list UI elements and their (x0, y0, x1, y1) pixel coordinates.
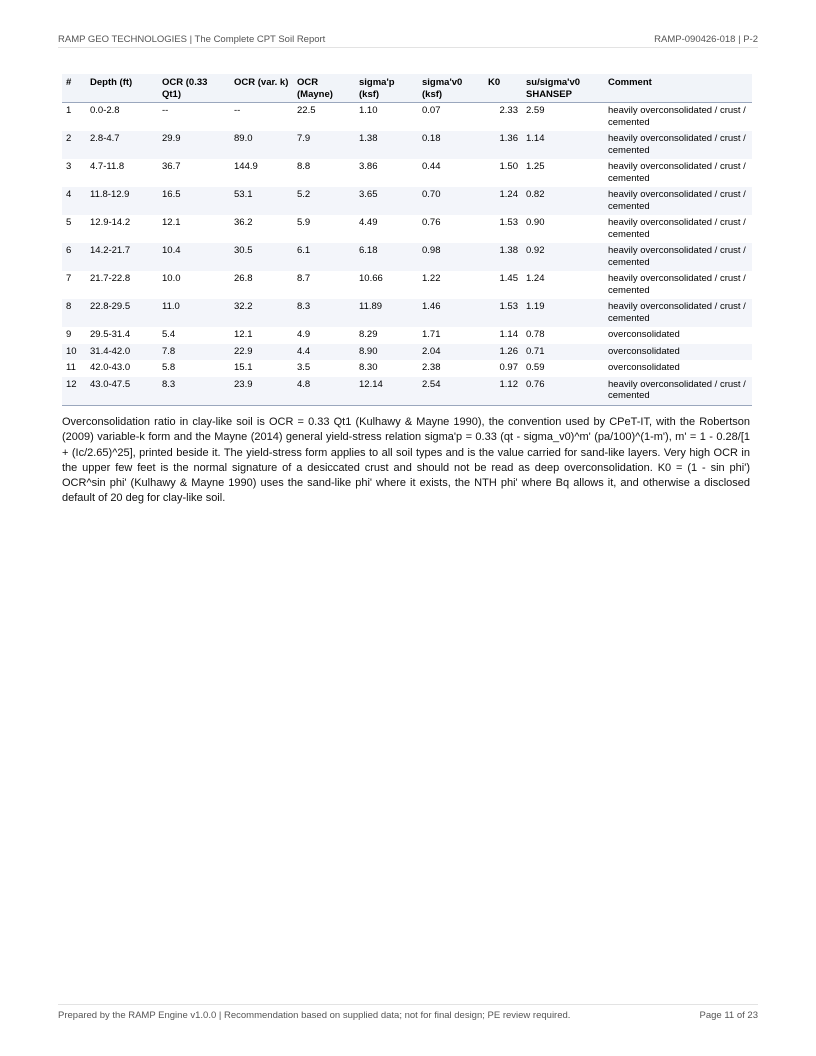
table-cell: 1.26 (484, 344, 522, 361)
table-cell: 6.1 (293, 243, 355, 271)
table-cell: 4 (62, 187, 86, 215)
table-cell: 36.7 (162, 161, 181, 172)
column-header: Comment (604, 74, 752, 103)
table-cell: 8.8 (297, 161, 311, 172)
table-cell: 11.0 (158, 299, 230, 327)
page-header (58, 34, 758, 48)
table-row (62, 187, 752, 215)
table-cell: 0.71 (522, 344, 604, 361)
table-cell: 0.97 (499, 362, 518, 373)
table-cell: 1.19 (522, 299, 604, 327)
table-cell: 8.29 (359, 329, 378, 340)
table-cell: 3.86 (359, 161, 378, 172)
table-cell: 5.8 (162, 362, 176, 373)
table-cell: heavily overconsolidated / crust / cemented (604, 243, 752, 271)
table-cell: 2.8-4.7 (86, 131, 158, 159)
ocr-results-table (62, 74, 752, 406)
table-cell: 11.89 (355, 299, 418, 327)
table-cell: 5.4 (162, 329, 176, 340)
column-header: OCR (var. k) (230, 74, 293, 103)
table-cell: 8 (62, 299, 86, 327)
table-cell: 22.5 (297, 105, 316, 116)
header-report-id: RAMP-090426-018 | P-2 (654, 34, 758, 45)
table-cell: 15.1 (234, 362, 253, 373)
table-cell: 22.8-29.5 (86, 299, 158, 327)
table-cell: overconsolidated (608, 362, 680, 373)
table-cell: 1.22 (422, 273, 441, 284)
column-header: OCR (0.33 Qt1) (158, 74, 230, 103)
table-row (62, 159, 752, 187)
table-row (62, 131, 752, 159)
table-cell: 1.12 (484, 377, 522, 406)
table-cell: 1.36 (484, 131, 522, 159)
table-cell: heavily overconsolidated / crust / cemented (604, 377, 752, 406)
table-cell: 7.8 (158, 344, 230, 361)
table-cell: 0.92 (522, 243, 604, 271)
table-cell: 10 (62, 344, 86, 361)
table-cell: 26.8 (234, 273, 253, 284)
table-cell: 8.30 (359, 362, 378, 373)
column-header: K0 (484, 74, 522, 103)
table-cell: 30.5 (230, 243, 293, 271)
table-cell: heavily overconsolidated / crust / cemented (608, 273, 746, 296)
table-cell: 1.14 (499, 329, 518, 340)
table-cell: 29.9 (158, 131, 230, 159)
table-cell: 2.04 (418, 344, 484, 361)
table-row (62, 344, 752, 361)
table-header-row (62, 74, 752, 103)
table-cell: 22.9 (230, 344, 293, 361)
table-cell: 5 (66, 217, 72, 228)
table-cell: 0.0-2.8 (90, 105, 120, 116)
table-cell: 1.24 (484, 187, 522, 215)
table-cell: 43.0-47.5 (86, 377, 158, 406)
table-cell: 1.38 (484, 243, 522, 271)
table-cell: 9 (66, 329, 72, 340)
page-footer (58, 1004, 758, 1021)
table-cell: 16.5 (158, 187, 230, 215)
table-cell: 0.44 (422, 161, 441, 172)
table-cell: 8.3 (293, 299, 355, 327)
table-cell: 8.3 (158, 377, 230, 406)
table-cell: 12.1 (234, 329, 253, 340)
table-cell: 11 (66, 362, 76, 373)
table-cell: 2 (62, 131, 86, 159)
table-cell: 2.33 (499, 105, 518, 116)
table-cell: overconsolidated (604, 344, 752, 361)
header-company-title: RAMP GEO TECHNOLOGIES | The Complete CPT Soil Report (58, 34, 326, 45)
table-cell: 144.9 (234, 161, 258, 172)
table-cell: 0.18 (418, 131, 484, 159)
table-cell: 4.4 (293, 344, 355, 361)
table-cell: 1.25 (526, 161, 545, 172)
column-header: OCR (Mayne) (293, 74, 355, 103)
table-cell: 31.4-42.0 (86, 344, 158, 361)
table-cell: 23.9 (230, 377, 293, 406)
method-note: Overconsolidation ratio in clay-like soil is OCR = 0.33 Qt1 (Kulhawy & Mayne 1990), the convention used by CPeT-IT, with the Robertson (2009) variable-k form and the Mayne (2014) general yield-stress relation sigma'p = 0.33 (qt - sigma_v0)^m' (pa/100)^(1-m'), m' = 1 - 0.28/[1 + (Ic/2.65)^25], printed beside it. The yield-stress form applies to all soil types and is the value carried for sand-like layers. Very high OCR in the upper few feet is the normal signature of a desiccated crust and should not be read as deep overconsolidation. K0 = (1 - sin phi') OCR^sin phi' (Kulhawy & Mayne 1990) uses the sand-like phi' where it exists, the NTH phi' where Bq allows it, and otherwise a disclosed default of 20 deg for clay-like soil. (62, 416, 750, 505)
table-cell: 10.4 (158, 243, 230, 271)
column-header: sigma'p (ksf) (355, 74, 418, 103)
table-cell: 42.0-43.0 (90, 362, 131, 373)
table-cell: overconsolidated (608, 329, 680, 340)
table-row (62, 103, 752, 132)
table-body (62, 103, 752, 406)
table-row (62, 360, 752, 377)
table-cell: 1.38 (355, 131, 418, 159)
table-row (62, 377, 752, 406)
table-cell: 8.90 (355, 344, 418, 361)
table-cell: 1.45 (499, 273, 518, 284)
table-cell: 2.54 (418, 377, 484, 406)
table-cell: 0.76 (422, 217, 441, 228)
table-cell: 8.7 (297, 273, 311, 284)
table-cell: 1.53 (499, 217, 518, 228)
table-cell: 0.07 (422, 105, 441, 116)
table-cell: 6 (62, 243, 86, 271)
table-cell: 0.59 (526, 362, 545, 373)
table-row (62, 215, 752, 243)
table-cell: 1.50 (499, 161, 518, 172)
table-cell: heavily overconsolidated / crust / cemented (604, 187, 752, 215)
table-cell: 1.53 (484, 299, 522, 327)
table-cell: 4.49 (359, 217, 378, 228)
column-header: sigma'v0 (ksf) (418, 74, 484, 103)
table-cell: 0.76 (522, 377, 604, 406)
table-cell: 36.2 (234, 217, 253, 228)
table-cell: 0.90 (526, 217, 545, 228)
table-cell: 10.0 (162, 273, 181, 284)
table-cell: heavily overconsolidated / crust / cemented (604, 131, 752, 159)
table-cell: 11.8-12.9 (86, 187, 158, 215)
table-cell: 10.66 (359, 273, 383, 284)
table-cell: -- (162, 105, 169, 116)
page-number: Page 11 of 23 (699, 1010, 758, 1021)
table-cell: 3.5 (297, 362, 311, 373)
table-cell: 1.71 (422, 329, 441, 340)
table-cell: 0.70 (418, 187, 484, 215)
table-cell: 21.7-22.8 (90, 273, 131, 284)
table-cell: 5.2 (293, 187, 355, 215)
table-cell: 1 (66, 105, 72, 116)
table-cell: 0.98 (418, 243, 484, 271)
table-cell: 14.2-21.7 (86, 243, 158, 271)
table-cell: 53.1 (230, 187, 293, 215)
table-cell: 12.14 (355, 377, 418, 406)
table-cell: 4.8 (293, 377, 355, 406)
table-cell: 1.14 (522, 131, 604, 159)
table-cell: 12.9-14.2 (90, 217, 131, 228)
table-cell: 1.46 (418, 299, 484, 327)
table-cell: heavily overconsolidated / crust / cemented (608, 217, 746, 240)
table-cell: 1.10 (359, 105, 378, 116)
table-cell: 1.24 (526, 273, 545, 284)
table-cell: 89.0 (230, 131, 293, 159)
table-cell: heavily overconsolidated / crust / cemented (608, 161, 746, 184)
table-cell: 3.65 (355, 187, 418, 215)
column-header: Depth (ft) (86, 74, 158, 103)
table-cell: 12 (62, 377, 86, 406)
footer-disclaimer: Prepared by the RAMP Engine v1.0.0 | Recommendation based on supplied data; not for final design; PE review required. (58, 1010, 571, 1021)
table-cell: 0.82 (522, 187, 604, 215)
table-cell: 2.59 (526, 105, 545, 116)
table-cell: 7.9 (293, 131, 355, 159)
table-cell: 2.38 (422, 362, 441, 373)
table-row (62, 327, 752, 344)
table-cell: 7 (66, 273, 72, 284)
table-cell: heavily overconsolidated / crust / cemented (604, 299, 752, 327)
column-header: # (62, 74, 86, 103)
table-cell: 4.9 (297, 329, 311, 340)
table-row (62, 299, 752, 327)
column-header: su/sigma'v0 SHANSEP (522, 74, 604, 103)
table-row (62, 243, 752, 271)
table-cell: -- (234, 105, 241, 116)
table-cell: 5.9 (297, 217, 311, 228)
table-cell: 32.2 (230, 299, 293, 327)
table-cell: heavily overconsolidated / crust / cemented (608, 105, 746, 128)
table-row (62, 271, 752, 299)
table-cell: 0.78 (526, 329, 545, 340)
table-cell: 12.1 (162, 217, 181, 228)
table-cell: 4.7-11.8 (90, 161, 125, 172)
table-cell: 29.5-31.4 (90, 329, 131, 340)
table-cell: 6.18 (355, 243, 418, 271)
table-cell: 3 (66, 161, 72, 172)
